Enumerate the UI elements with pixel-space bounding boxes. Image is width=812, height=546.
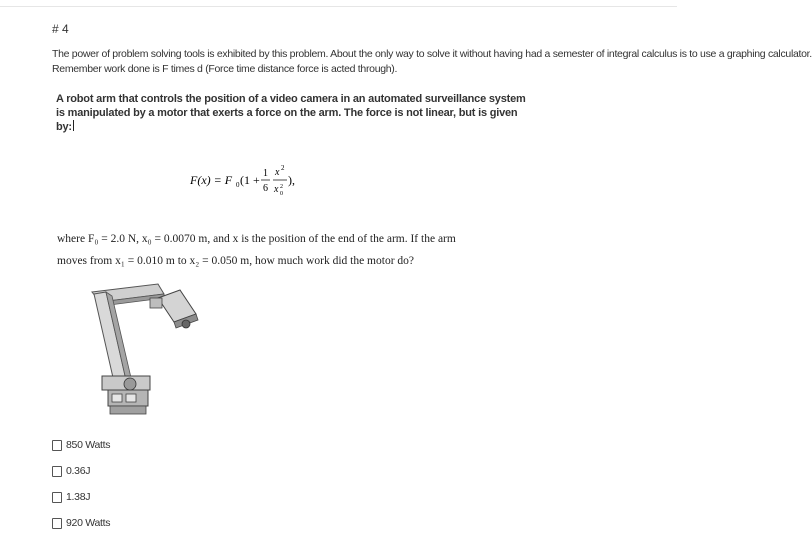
checkbox[interactable] <box>52 518 62 529</box>
question-number: # 4 <box>52 22 69 36</box>
option-850-watts[interactable] <box>52 432 110 458</box>
frac-numerator: x <box>275 167 280 178</box>
formula-open: (1 + <box>240 173 260 187</box>
problem-line-1: A robot arm that controls the position of a video camera in an automated surveillance system <box>56 93 526 105</box>
option-label: 1.38J <box>66 491 91 503</box>
formula-lhs: F(x) = F <box>190 173 233 187</box>
motor-base <box>102 376 150 414</box>
frac-denominator-sup: 2 <box>280 184 283 190</box>
checkbox[interactable] <box>52 492 62 503</box>
coef-numerator: 1 <box>263 168 268 179</box>
problem-line-3: by: <box>56 121 72 133</box>
problem-statement <box>56 92 526 134</box>
where-line-1: where F₀ = 2.0 N, x₀ = 0.0070 m, and x is the position of the end of the arm. If the arm <box>57 233 456 245</box>
problem-line-2: is manipulated by a motor that exerts a force on the arm. The force is not linear, but is given <box>56 107 518 119</box>
coef-denominator: 6 <box>263 183 268 194</box>
answer-options <box>52 432 110 536</box>
option-0-36j[interactable] <box>52 458 110 484</box>
option-label: 920 Watts <box>66 517 111 529</box>
text-cursor <box>73 120 74 131</box>
question-intro <box>52 47 812 77</box>
option-label: 0.36J <box>66 465 91 477</box>
frac-numerator-sup: 2 <box>281 164 285 172</box>
intro-line-2: Remember work done is F times d (Force time distance force is acted through). <box>52 63 398 75</box>
checkbox[interactable] <box>52 466 62 477</box>
given-values <box>57 228 456 272</box>
robot-arm-figure <box>86 284 214 420</box>
formula-close: ), <box>288 173 295 187</box>
option-920-watts[interactable] <box>52 510 110 536</box>
option-label: 850 Watts <box>66 439 111 451</box>
force-formula <box>190 160 300 202</box>
frac-denominator: x <box>274 184 279 195</box>
checkbox[interactable] <box>52 440 62 451</box>
intro-line-1: The power of problem solving tools is exhibited by this problem. About the only way to solve it without having had a semester of integral calculus is to use a graphing calculator. <box>52 48 812 60</box>
option-1-38j[interactable] <box>52 484 110 510</box>
where-line-2: moves from x₁ = 0.010 m to x₂ = 0.050 m, how much work did the motor do? <box>57 255 415 267</box>
frac-denominator-sub: 0 <box>280 191 283 197</box>
top-divider <box>0 6 677 7</box>
formula-lhs-sub: 0 <box>236 181 240 189</box>
